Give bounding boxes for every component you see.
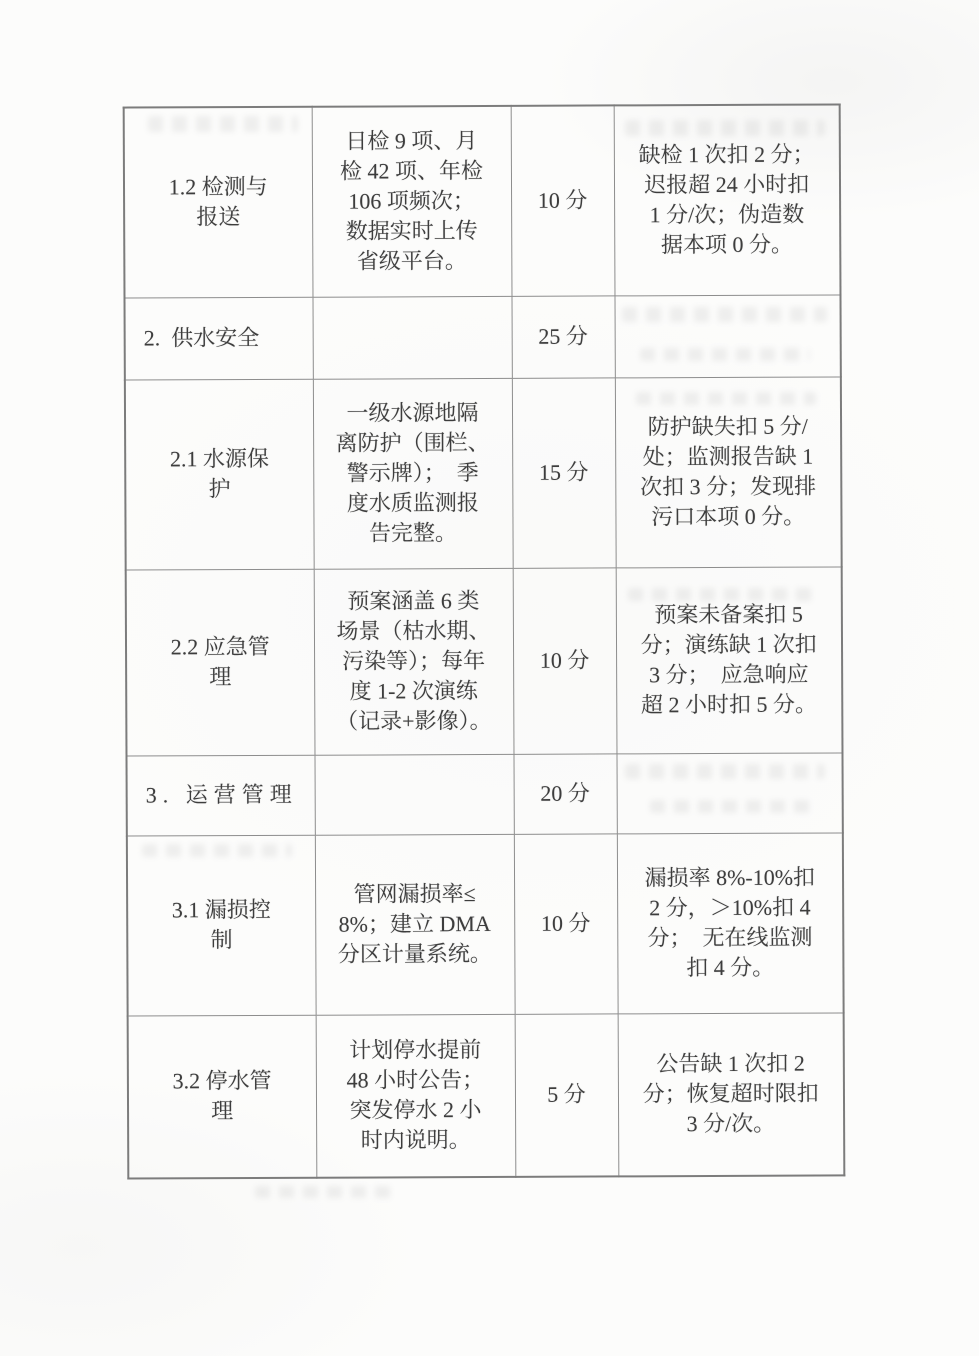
score-value: 20 分 [513, 753, 616, 833]
criterion-description: 预案涵盖 6 类 场景（枯水期、 污染等）；每年 度 1-2 次演练 （记录+影像）。 [314, 568, 514, 755]
criterion-description: 管网漏损率≤ 8%；建立 DMA 分区计量系统。 [315, 834, 515, 1015]
criterion-description [314, 754, 513, 835]
criterion-name: 3.1 漏损控 制 [127, 835, 316, 1016]
scan-artifact [255, 1186, 395, 1198]
criterion-description: 日检 9 项、月 检 42 项、年检 106 项频次； 数据实时上传 省级平台。 [312, 106, 512, 297]
deduction-rules [614, 294, 840, 377]
table-row [124, 104, 841, 297]
deduction-rules: 防护缺失扣 5 分/ 处；监测报告缺 1 次扣 3 分；发现排 污口本项 0 分。 [615, 376, 842, 567]
criterion-name: 2.2 应急管 理 [126, 569, 315, 756]
deduction-rules [616, 752, 842, 833]
evaluation-table [123, 103, 846, 1179]
criterion-name: 2.1 水源保 护 [125, 379, 314, 570]
table-row-category [126, 752, 842, 835]
score-value: 10 分 [514, 833, 618, 1013]
table-row [126, 566, 843, 755]
table-row-category [124, 294, 840, 379]
deduction-rules: 缺检 1 次扣 2 分； 迟报超 24 小时扣 1 分/次；伪造数 据本项 0 分。 [614, 104, 841, 295]
table-row [125, 376, 842, 569]
score-value: 10 分 [511, 105, 615, 295]
table-row [127, 832, 844, 1015]
category-name: 3. 运营管理 [126, 755, 314, 836]
deduction-rules: 漏损率 8%-10%扣 2 分，＞10%扣 4 分； 无在线监测 扣 4 分。 [617, 832, 844, 1013]
deduction-rules: 公告缺 1 次扣 2 分；恢复超时限扣 3 分/次。 [618, 1012, 845, 1176]
criterion-name: 1.2 检测与 报送 [124, 107, 313, 298]
criterion-name: 3.2 停水管 理 [128, 1015, 317, 1179]
criterion-description [312, 296, 511, 379]
criterion-description: 一级水源地隔 离防护（围栏、 警示牌）； 季 度水质监测报 告完整。 [313, 378, 513, 569]
table-row [128, 1012, 845, 1178]
criterion-description: 计划停水提前 48 小时公告； 突发停水 2 小 时内说明。 [316, 1014, 516, 1178]
score-value: 25 分 [511, 295, 614, 377]
deduction-rules: 预案未备案扣 5 分；演练缺 1 次扣 3 分； 应急响应 超 2 小时扣 5 分。 [616, 566, 843, 753]
score-value: 15 分 [512, 377, 616, 567]
score-value: 5 分 [515, 1013, 619, 1176]
category-name: 2. 供水安全 [124, 297, 312, 380]
score-value: 10 分 [513, 567, 617, 753]
